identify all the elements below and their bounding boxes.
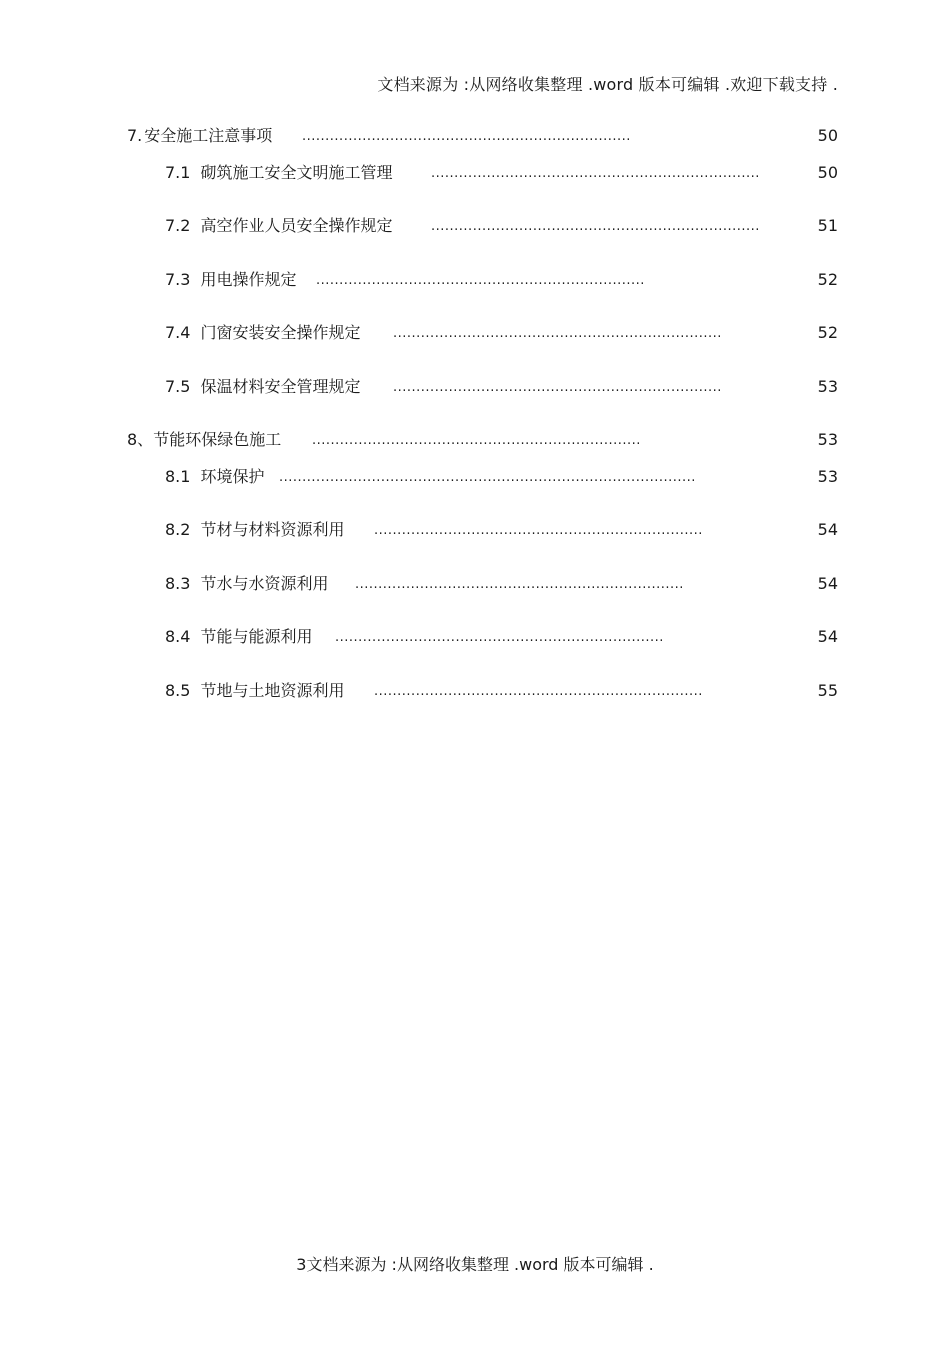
toc-entry-label (165, 465, 264, 489)
toc-leader-dots: ....................................................................... (312, 433, 641, 448)
toc-entry-label (165, 679, 344, 703)
toc-entry-page: 52 (817, 323, 838, 342)
toc-leader-dots: ....................................................................... (431, 219, 760, 234)
toc-entry-title: 门窗安装安全操作规定 (200, 323, 361, 342)
toc-entry-number: 8.2 (165, 520, 191, 539)
toc-leader-dots: ....................................................................... (393, 380, 722, 395)
toc-entry-title: 节材与材料资源利用 (200, 520, 345, 539)
toc-entry-title: 用电操作规定 (200, 270, 297, 289)
toc-entry-title: 安全施工注意事项 (144, 126, 273, 145)
toc-entry-label (165, 321, 360, 345)
toc-entry-label (165, 625, 312, 649)
toc-entry-number: 8、 (127, 430, 154, 449)
toc-leader-dots: ....................................................................... (393, 326, 722, 341)
toc-entry-title: 砌筑施工安全文明施工管理 (200, 163, 393, 182)
toc-entry-title: 高空作业人员安全操作规定 (200, 216, 393, 235)
toc-entry-7-4[interactable] (0, 321, 950, 345)
toc-entry-number: 7. (127, 126, 143, 145)
toc-leader-dots: .......................................................................................... (279, 470, 696, 485)
toc-entry-page: 54 (817, 520, 838, 539)
toc-entry-label (165, 375, 360, 399)
toc-leader-dots: ....................................................................... (431, 166, 760, 181)
toc-entry-number: 7.2 (165, 216, 191, 235)
toc-entry-label (127, 124, 272, 148)
toc-leader-dots: ....................................................................... (355, 577, 684, 592)
page-header: 文档来源为 :从网络收集整理 .word 版本可编辑 .欢迎下载支持 . (377, 75, 838, 94)
toc-entry-page: 50 (817, 126, 838, 145)
toc-entry-label (165, 214, 392, 238)
toc-entry-number: 7.3 (165, 270, 191, 289)
toc-entry-number: 8.1 (165, 467, 191, 486)
toc-entry-title: 节能环保绿色施工 (153, 430, 282, 449)
toc-entry-title: 节水与水资源利用 (200, 574, 329, 593)
toc-entry-8-2[interactable] (0, 518, 950, 542)
toc-entry-label (165, 161, 392, 185)
toc-entry-7-2[interactable] (0, 214, 950, 238)
toc-entry-page: 55 (817, 681, 838, 700)
toc-entry-label (127, 428, 281, 452)
toc-entry-8-5[interactable] (0, 679, 950, 703)
toc-entry-page: 53 (817, 430, 838, 449)
page-footer: 3文档来源为 :从网络收集整理 .word 版本可编辑 . (296, 1255, 654, 1274)
toc-entry-number: 7.1 (165, 163, 191, 182)
toc-entry-label (165, 268, 296, 292)
toc-entry-number: 7.5 (165, 377, 191, 396)
toc-entry-8-1[interactable] (0, 465, 950, 489)
toc-entry-number: 7.4 (165, 323, 191, 342)
toc-entry-page: 54 (817, 574, 838, 593)
toc-entry-number: 8.5 (165, 681, 191, 700)
toc-entry-title: 节能与能源利用 (200, 627, 313, 646)
toc-leader-dots: ....................................................................... (316, 273, 645, 288)
toc-entry-8[interactable] (0, 428, 950, 452)
toc-leader-dots: ....................................................................... (374, 523, 703, 538)
toc-entry-7-1[interactable] (0, 161, 950, 185)
toc-leader-dots: ....................................................................... (302, 129, 631, 144)
toc-leader-dots: ....................................................................... (374, 684, 703, 699)
toc-entry-page: 51 (817, 216, 838, 235)
toc-entry-title: 环境保护 (200, 467, 265, 486)
toc-leader-dots: ....................................................................... (335, 630, 664, 645)
toc-entry-label (165, 572, 328, 596)
toc-entry-page: 50 (817, 163, 838, 182)
toc-entry-title: 保温材料安全管理规定 (200, 377, 361, 396)
toc-entry-7[interactable] (0, 124, 950, 148)
toc-entry-page: 53 (817, 467, 838, 486)
toc-entry-number: 8.4 (165, 627, 191, 646)
toc-entry-7-5[interactable] (0, 375, 950, 399)
toc-entry-page: 53 (817, 377, 838, 396)
toc-entry-7-3[interactable] (0, 268, 950, 292)
toc-entry-page: 52 (817, 270, 838, 289)
toc-entry-number: 8.3 (165, 574, 191, 593)
toc-entry-8-3[interactable] (0, 572, 950, 596)
toc-entry-label (165, 518, 344, 542)
toc-entry-title: 节地与土地资源利用 (200, 681, 345, 700)
toc-entry-page: 54 (817, 627, 838, 646)
toc-entry-8-4[interactable] (0, 625, 950, 649)
